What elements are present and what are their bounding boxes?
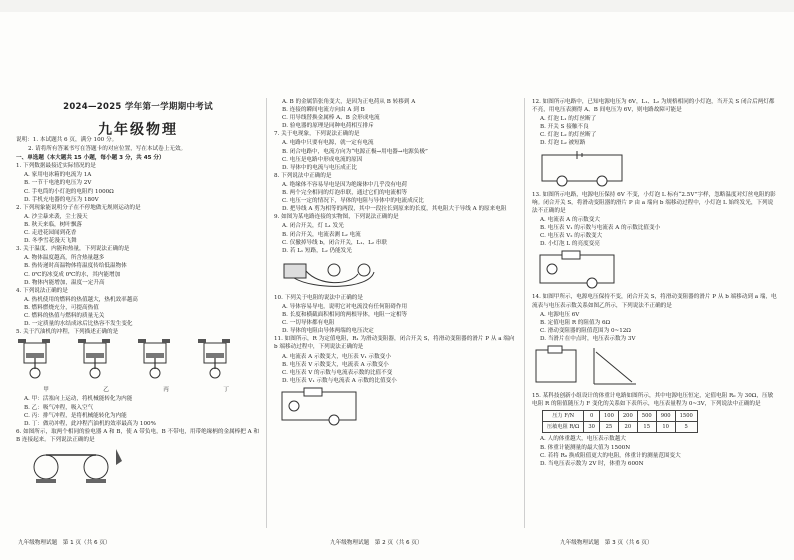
question-stem: 1. 下列数据最接近实际情况的是	[16, 163, 96, 170]
table-cell: 压敏电阻 R/Ω	[543, 422, 584, 433]
answer-option: A. 电源电压 6V	[540, 311, 580, 318]
answer-option: B. 连接的瞬间电流方向由 A 到 B	[282, 107, 365, 114]
answer-option: D. 灯泡 L₂ 被短路	[540, 140, 586, 147]
answer-option: B. 长度和横截面积相同的两根导体，电阻一定相等	[282, 312, 408, 319]
column-divider	[266, 98, 267, 528]
answer-option: C. 丙：排气冲程，是将机械能转化为内能	[24, 412, 127, 419]
answer-option: A. B 的金属箔张角变大，是因为正电荷从 B 转移到 A	[282, 99, 416, 105]
question-stem: 11. 如图所示，R 为定值电阻，R₁ 为滑动变阻器，闭合开关 S，将滑动变阻器的滑片 P 从 a 端向 b 端移动过程中，下列说法正确的是	[274, 336, 515, 351]
answer-option: D. 小灯泡 L 的亮度变亮	[540, 241, 600, 248]
question-stem: 10. 下列关于电阻的说法中正确的是	[274, 294, 363, 301]
answer-option: D. 若 L₁ 短路，L₂ 仍能发光	[282, 247, 352, 254]
page-2-column	[274, 98, 519, 528]
answer-option: A. 人的体重越大，电压表示数越大	[540, 436, 626, 443]
col2-questions	[274, 98, 519, 429]
answer-option: C. 0℃的冰变成 0℃的水，其内能增加	[24, 271, 121, 278]
answer-option: B. 电压表 V 示数变大，电流表 A 示数变小	[282, 361, 389, 368]
answer-option: D. 导体中的电流与电压成正比	[282, 164, 357, 171]
question-stem: 3. 关于温度、内能和热量，下列说法正确的是	[16, 246, 130, 253]
answer-option: C. 用导线替换金属棒 A、B 会形成电流	[282, 115, 380, 122]
answer-option: B. 秋天来临，树叶飘落	[24, 221, 83, 228]
answer-option: A. 热机使用的燃料的热值越大，热机效率越高	[24, 296, 138, 303]
instruction-line: 说明：1. 本试题共 6 页，满分 100 分。	[16, 137, 118, 143]
circuit-object-figure	[274, 256, 519, 293]
instruction-line: 2. 请将所有答案书写在答题卡的对应位置，写在本试卷上无效。	[28, 146, 187, 153]
engine-label: 丙	[163, 387, 169, 394]
answer-option: D. 验电器的原理是同种电荷相互排斥	[282, 123, 374, 130]
table-cell: 900	[656, 411, 675, 422]
answer-option: A. 沙尘暴来袭，尘土漫天	[24, 213, 88, 220]
circuit-diagram-figure	[532, 249, 777, 292]
answer-option: B. 闭合电路中，电流方向为“电源正极→用电器→电源负极”	[282, 148, 428, 155]
scan-shadow	[0, 0, 794, 12]
answer-option: A. 电路中只要有电源，就一定有电流	[282, 140, 374, 147]
answer-option: B. 定值电阻 R 的阻值为 6Ω	[540, 319, 611, 326]
table-row	[543, 411, 698, 422]
question-stem: 14. 如图甲所示，电源电压保持不变，闭合开关 S，将滑动变阻器的滑片 P 从 b 端移动到 a 端，电流表与电压表示数关系如图乙所示，下列说法不正确的是	[532, 294, 777, 309]
question-stem: 6. 如图所示，取两个相同的验电器 A 和 B，使 A 带负电，B 不带电，用带绝缘柄的金属棒把 A 和 B 连接起来。下列说法正确的是	[16, 428, 260, 443]
table-cell: 0	[584, 411, 600, 422]
exam-title: 2024—2025 学年第一学期期中考试	[63, 102, 213, 112]
answer-option: B. 两个完全相同的灯泡串联，通过它们的电流相等	[282, 190, 408, 197]
page-footer: 九年级物理试题 第 1 页（共 6 页）	[18, 540, 111, 546]
answer-option: B. 体重计能测量的最大值为 1500N	[540, 444, 631, 451]
answer-option: D. 电压表 V₁ 示数与电流表 A 示数的比值变小	[282, 377, 397, 384]
table-cell: 20	[618, 422, 637, 433]
col1-questions	[16, 162, 261, 488]
answer-option: C. 电压表 V₂ 的示数变大	[540, 233, 603, 240]
table-cell: 1500	[675, 411, 697, 422]
answer-option: D. 手机充电器的电压为 180V	[24, 196, 99, 203]
iv-graph-figure	[532, 344, 777, 391]
column-divider	[524, 98, 525, 528]
table-row	[543, 422, 698, 433]
answer-option: C. 滑动变阻器的阻值范围为 0~12Ω	[540, 327, 631, 334]
question-stem: 4. 下列说法正确的是	[16, 287, 68, 294]
pressure-table	[542, 410, 698, 433]
page-footer: 九年级物理试题 第 2 页（共 6 页）	[330, 540, 423, 546]
engine-label: 丁	[223, 387, 229, 394]
answer-option: A. 电流表 A 的示数变大	[540, 216, 600, 223]
answer-option: A. 灯泡 L₁ 的灯丝断了	[540, 116, 597, 123]
page-3-column	[532, 98, 777, 528]
answer-option: B. 热传递时高温物体将温度传给低温物体	[24, 263, 127, 270]
answer-option: A. 闭合开关，灯 L₁ 发光	[282, 223, 344, 230]
answer-option: B. 乙：吸气冲程，吸入空气	[24, 404, 94, 411]
answer-option: A. 绝缘体不容易导电是因为绝缘体中几乎没有电荷	[282, 181, 408, 188]
answer-option: A. 家用电冰箱的电流为 1A	[24, 172, 92, 179]
table-cell: 30	[584, 422, 600, 433]
answer-option: C. 电压是电路中形成电流的原因	[282, 156, 363, 163]
answer-option: D. 冬季雪花漫天飞舞	[24, 238, 77, 245]
subject-title: 九年级物理	[98, 122, 178, 138]
answer-option: A. 甲：活塞向上运动，将机械能转化为内能	[24, 396, 133, 403]
answer-option: B. 开关 S 接触不良	[540, 124, 589, 131]
answer-option: D. 当电压表示数为 2V 时，体重为 600N	[540, 460, 644, 467]
circuit-diagram-figure	[274, 386, 519, 429]
pressure-table-wrap	[532, 410, 777, 433]
answer-option: D. 导体的电阻由导体两端的电压决定	[282, 328, 374, 335]
answer-option: C. 走进花园闻到花香	[24, 230, 77, 237]
engine-label: 甲	[43, 387, 49, 394]
answer-option: C. 燃料的热值与燃料的质量无关	[24, 312, 105, 319]
electroscope-figure	[16, 445, 261, 488]
table-cell: 500	[637, 411, 656, 422]
answer-option: A. 物体温度越高，所含热量越多	[24, 255, 105, 262]
answer-option: C. 灯泡 L₂ 的灯丝断了	[540, 132, 597, 139]
answer-option: B. 燃料燃烧充分，可提高热值	[24, 304, 99, 311]
answer-option: C. 仅撤掉导线 b，闭合开关，L₁、L₂ 串联	[282, 239, 388, 246]
table-cell: 200	[618, 411, 637, 422]
answer-option: D. 当滑片在中点时，电压表示数为 3V	[540, 335, 636, 342]
answer-option: C. 电压表 V 的示数与电流表示数的比值不变	[282, 369, 393, 376]
answer-option: C. 电压一定的情况下，导体的电阻与导体中的电流成反比	[282, 198, 424, 205]
answer-option: D. 一定质量的水结成冰后比热容不发生变化	[24, 321, 133, 328]
answer-option: B. 电压表 V₁ 的示数与电流表 A 的示数比值变小	[540, 225, 661, 232]
table-cell: 5	[675, 422, 697, 433]
question-stem: 15. 某科技创新小组设计的体重计电路如图所示，其中电源电压恒定，定值电阻 R₀ 为 30Ω，压敏电阻 R 的阻值随压力 F 变化的关系如下表所示，电压表量程为 0~3V，下列说法中正确的是	[532, 393, 774, 408]
question-stem: 12. 如图所示电路中，已知电源电压为 6V，L₁、L₂ 为规格相同的小灯泡，当开关 S 闭合后两灯都不亮，用电压表测得 A、B 间电压为 6V，则电路故障可能是	[532, 99, 775, 114]
table-cell: 25	[599, 422, 618, 433]
answer-option: C. 一切导体都有电阻	[282, 320, 335, 327]
engine-strokes-figure	[16, 337, 261, 394]
question-stem: 8. 下列说法中正确的是	[274, 172, 332, 179]
answer-option: D. 物体内能增加，温度一定升高	[24, 279, 105, 286]
page-1-column	[16, 136, 261, 528]
answer-option: A. 电流表 A 示数变大，电压表 V₁ 示数变小	[282, 353, 391, 360]
answer-option: C. 手电筒的小灯泡的电阻约 1000Ω	[24, 188, 114, 195]
exam-header	[18, 100, 258, 139]
answer-option: B. 一节干电池的电压为 2V	[24, 180, 92, 187]
answer-option: A. 导体容易导电，说明它对电流没有任何阻碍作用	[282, 303, 408, 310]
question-stem: 7. 关于电现象，下列说法正确的是	[274, 131, 360, 138]
page-footer: 九年级物理试题 第 3 页（共 6 页）	[560, 540, 653, 546]
question-stem: 13. 如图所示电路，电源电压保持 6V 不变，小灯泡 L 标有“2.5V”字样，忽略温度对灯丝电阻的影响。闭合开关 S，将滑动变阻器的滑片 P 由 a 端向 b 端移动过程中，小灯泡 L 始终发光，下列说法不正确的是	[532, 191, 776, 214]
question-stem: 9. 如图为某电路连接的实物图，下列说法正确的是	[274, 214, 399, 221]
engine-label: 乙	[103, 387, 109, 394]
answer-option: D. 丁：做功冲程，此冲程汽油机的效率最高为 100%	[24, 420, 156, 427]
table-cell: 10	[656, 422, 675, 433]
answer-option: D. 把导线 A 剪为相等的两段，其中一段拉长到原来的长度，其电阻大于导线 A 的原来电阻	[282, 206, 507, 213]
answer-option: C. 若将 R₀ 换成阻值更大的电阻，体重计的测量范围变大	[540, 452, 681, 459]
table-cell: 压力 F/N	[543, 411, 584, 422]
table-cell: 15	[637, 422, 656, 433]
section-heading: 一、单选题（本大题共 15 小题，每小题 3 分，共 45 分）	[16, 155, 165, 162]
table-cell: 100	[599, 411, 618, 422]
series-circuit-figure	[532, 149, 777, 190]
question-stem: 2. 下列现象能说明分子在不停地做无规则运动的是	[16, 204, 141, 211]
col3-questions	[532, 98, 777, 468]
answer-option: B. 闭合开关，电流表测 L₂ 电流	[282, 231, 361, 238]
question-stem: 5. 关于汽油机的冲程，下列描述正确的是	[16, 329, 119, 336]
